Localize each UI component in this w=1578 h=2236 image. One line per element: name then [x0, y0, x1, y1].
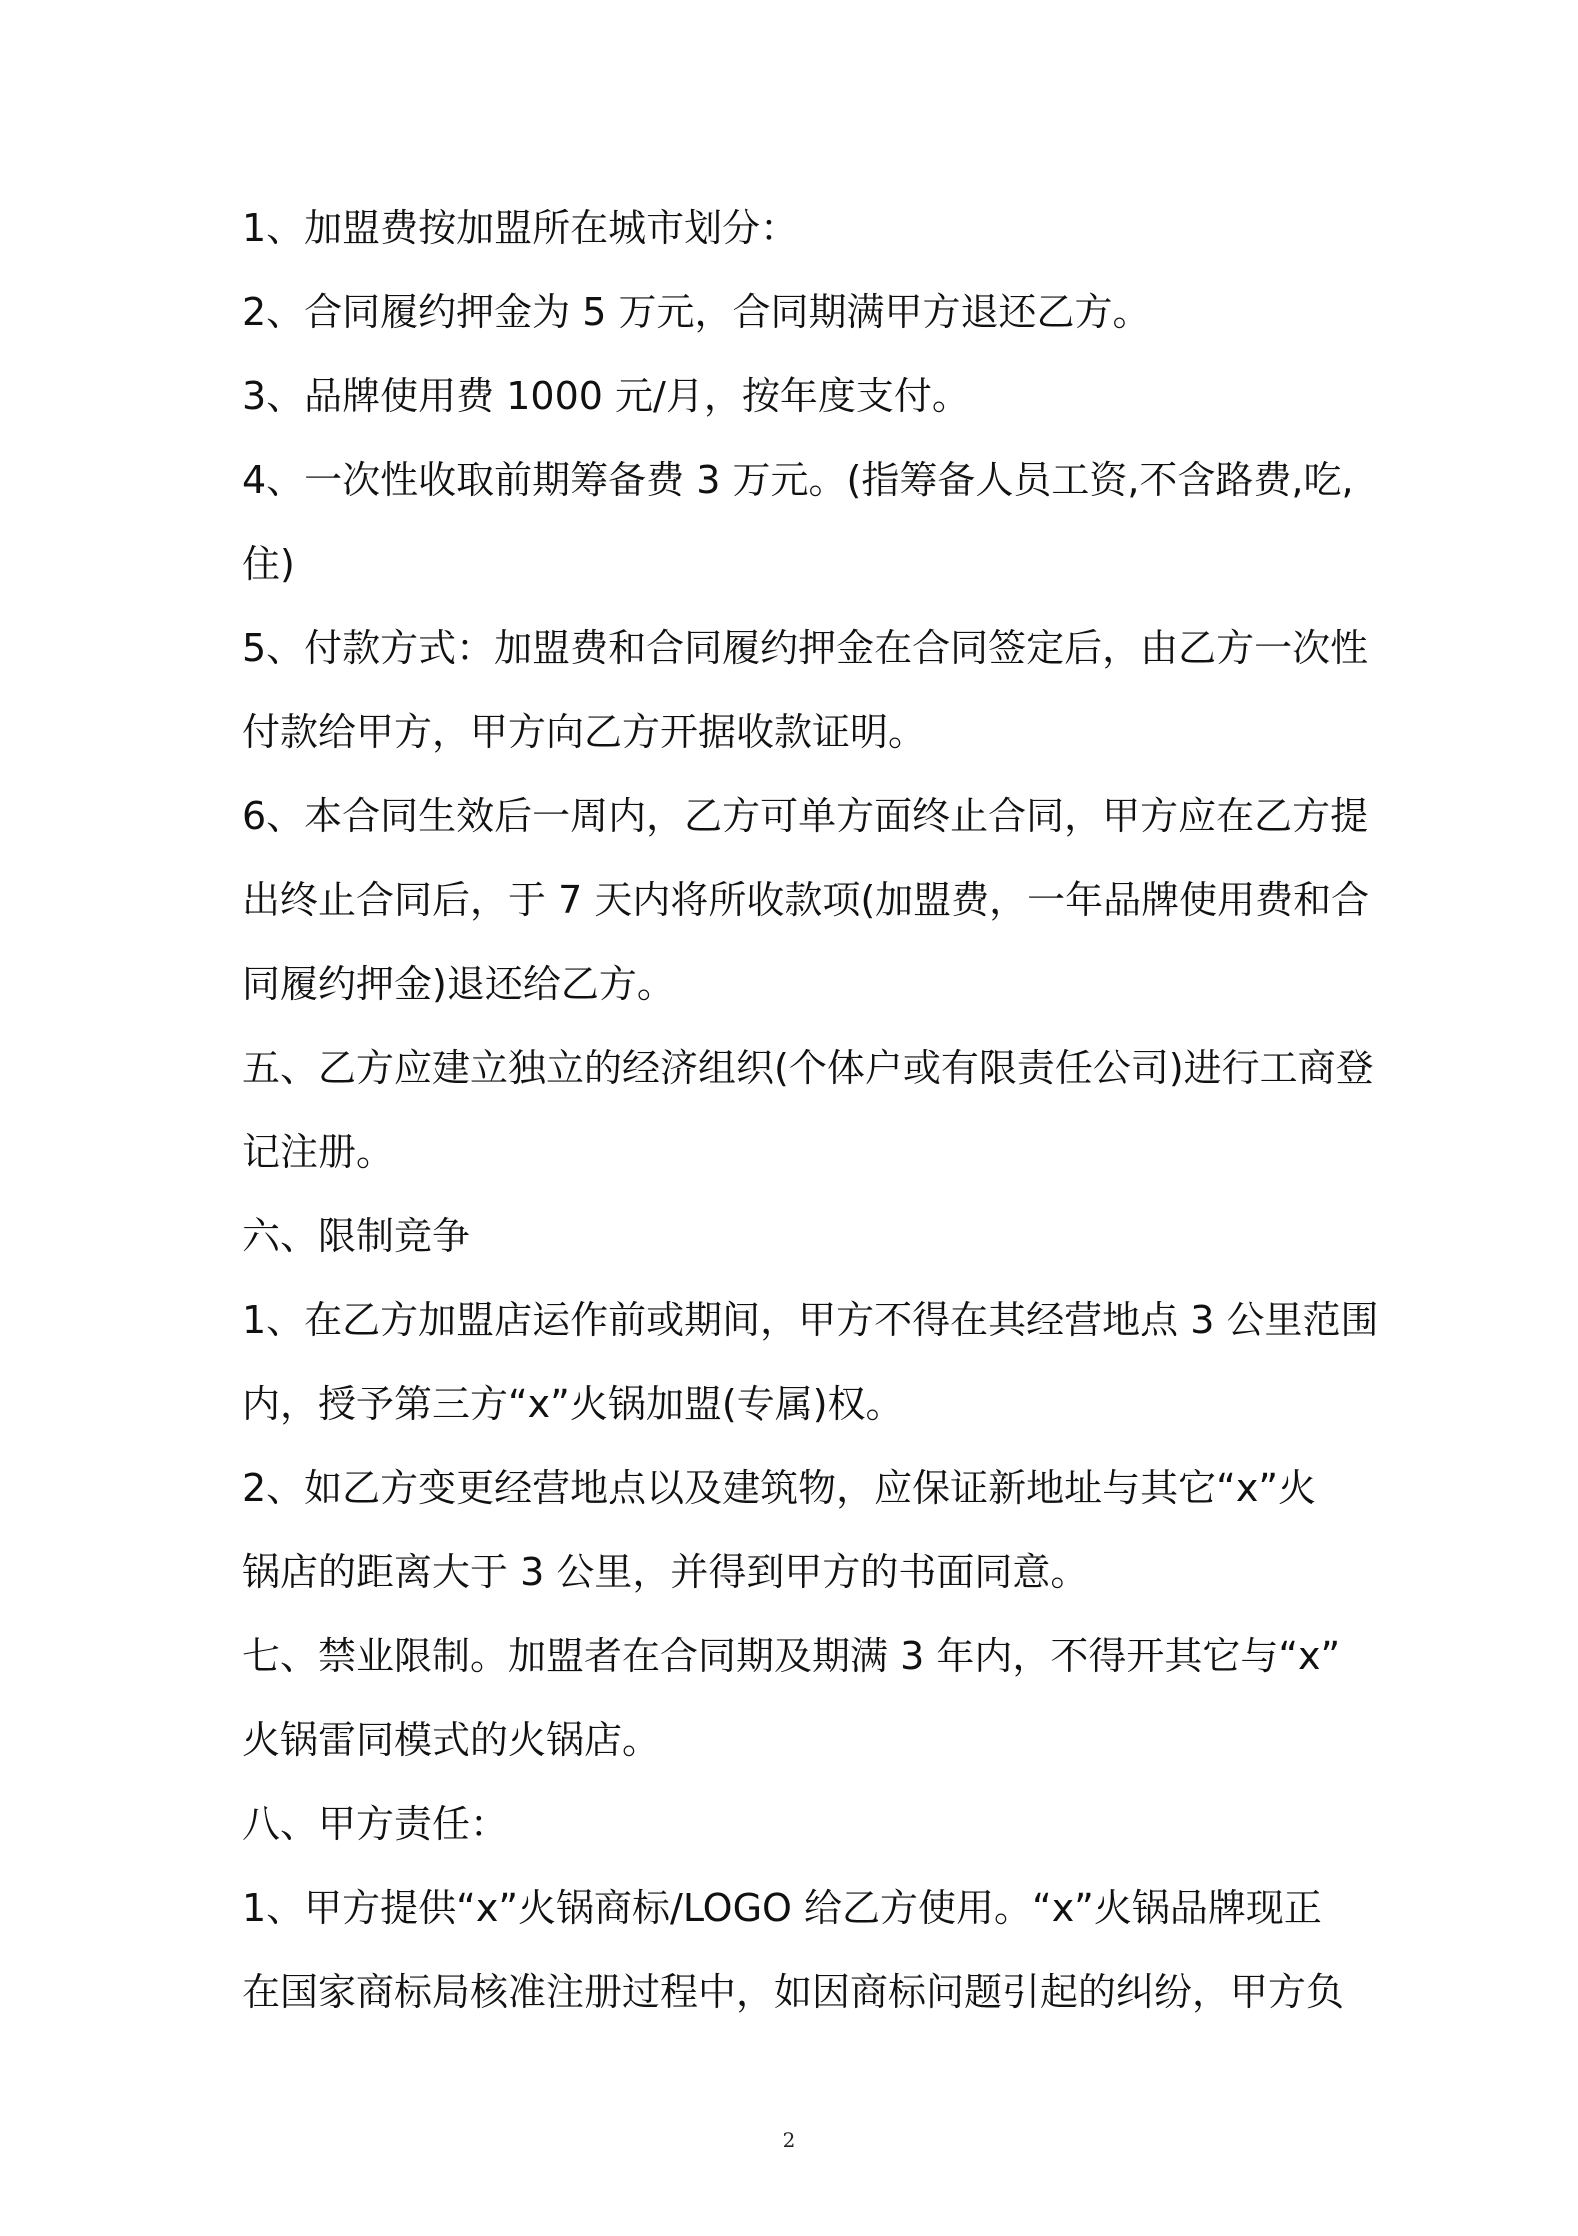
- text-line-15: 内，授予第三方“x”火锅加盟(专属)权。: [242, 1382, 904, 1426]
- text-line-10: 同履约押金)退还给乙方。: [242, 962, 675, 1006]
- text-line-21: 1、甲方提供“x”火锅商标/LOGO 给乙方使用。“x”火锅品牌现正: [242, 1886, 1322, 1930]
- text-line-01: 1、加盟费按加盟所在城市划分：: [242, 206, 799, 250]
- text-line-22: 在国家商标局核准注册过程中，如因商标问题引起的纠纷，甲方负: [242, 1970, 1345, 2014]
- text-line-12: 记注册。: [242, 1130, 395, 1174]
- text-line-17: 锅店的距离大于 3 公里，并得到甲方的书面同意。: [242, 1550, 1089, 1594]
- text-line-07: 付款给甲方，甲方向乙方开据收款证明。: [242, 710, 927, 754]
- text-line-14: 1、在乙方加盟店运作前或期间，甲方不得在其经营地点 3 公里范围: [242, 1298, 1379, 1342]
- text-line-18: 七、禁业限制。加盟者在合同期及期满 3 年内，不得开其它与“x”: [242, 1634, 1341, 1678]
- text-line-11: 五、乙方应建立独立的经济组织(个体户或有限责任公司)进行工商登: [242, 1046, 1374, 1090]
- text-line-04: 4、一次性收取前期筹备费 3 万元。(指筹备人员工资,不含路费,吃,: [242, 458, 1354, 502]
- text-line-03: 3、品牌使用费 1000 元/月，按年度支付。: [242, 374, 970, 418]
- section-heading-party-a: 八、甲方责任：: [242, 1802, 509, 1846]
- text-line-06: 5、付款方式：加盟费和合同履约押金在合同签定后，由乙方一次性: [242, 626, 1369, 670]
- text-line-02: 2、合同履约押金为 5 万元，合同期满甲方退还乙方。: [242, 290, 1151, 334]
- text-line-19: 火锅雷同模式的火锅店。: [242, 1718, 661, 1762]
- page-number: 2: [782, 2128, 796, 2152]
- section-heading-restriction: 六、限制竞争: [242, 1214, 471, 1258]
- text-line-16: 2、如乙方变更经营地点以及建筑物，应保证新地址与其它“x”火: [242, 1466, 1317, 1510]
- text-line-09: 出终止合同后，于 7 天内将所收款项(加盟费，一年品牌使用费和合: [242, 878, 1370, 922]
- text-line-08: 6、本合同生效后一周内，乙方可单方面终止合同，甲方应在乙方提: [242, 794, 1369, 838]
- text-line-05: 住): [242, 542, 295, 586]
- document-body: [242, 186, 1379, 2034]
